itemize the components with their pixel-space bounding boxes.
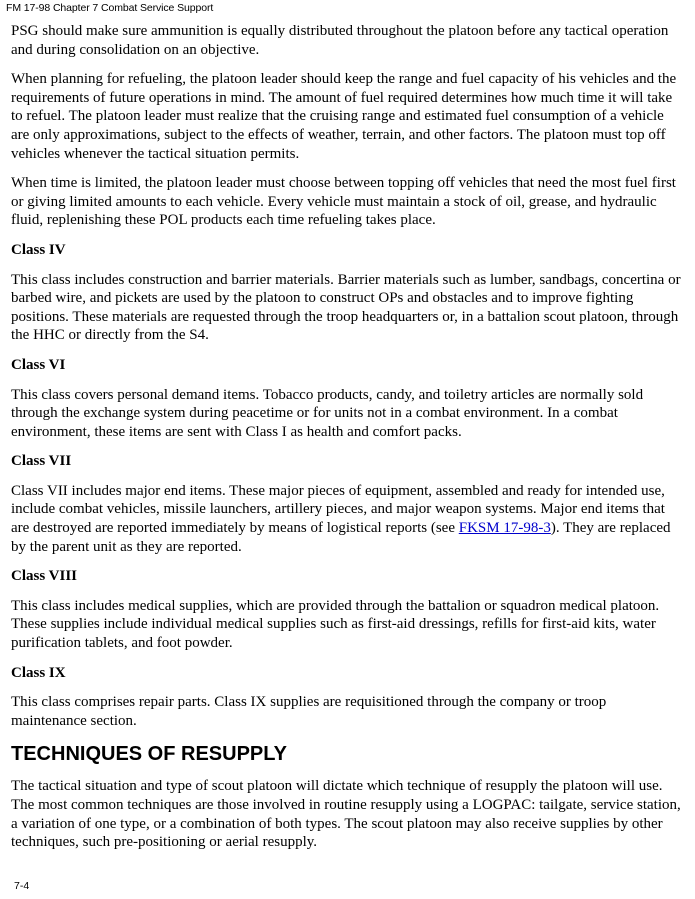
paragraph-ammunition: PSG should make sure ammunition is equally distributed throughout the platoon before any tactical operation and during consolidation on an objective. [11, 23, 669, 58]
paragraph-class-viii: This class includes medical supplies, which are provided through the battalion or squadron medical platoon. These supplies include individual medical supplies such as first-aid dressings, refills for first-aid kits, water purification tablets, and foot powder. [11, 597, 660, 652]
running-header: FM 17-98 Chapter 7 Combat Service Support [6, 2, 214, 14]
page-number: 7-4 [14, 880, 30, 892]
heading-class-viii: Class VIII [11, 568, 77, 585]
class-vii-text-after-link: ). They are replaced by the parent unit as they are reported. [11, 520, 671, 555]
class-vii-text-before-link: Class VII includes major end items. These major pieces of equipment, assembled and ready for intended use, include combat vehicles, missile launchers, artillery pieces, and major weapon systems. Major end items that are destroyed are reported immediately by means of logistical reports (see [11, 482, 665, 537]
fksm-17-98-3-link[interactable]: FKSM 17-98-3 [458, 520, 551, 537]
heading-class-ix: Class IX [11, 664, 66, 681]
heading-techniques-of-resupply: TECHNIQUES OF RESUPPLY [11, 743, 287, 766]
paragraph-class-vii [11, 482, 683, 556]
paragraph-resupply: The tactical situation and type of scout platoon will dictate which technique of resupply the platoon will use. The most common techniques are those involved in routine resupply using a LOGPAC: tailgate, service station, a variation of one type, or a combination of both types. The scout platoon may also receive supplies by other techniques, such pre-positioning or aerial resupply. [11, 778, 681, 851]
heading-class-iv: Class IV [11, 241, 66, 258]
paragraph-class-vi: This class covers personal demand items. Tobacco products, candy, and toiletry articles are normally sold through the exchange system during peacetime or for units not in a combat environment. In a combat environment, these items are sent with Class I as health and comfort packs. [11, 386, 644, 440]
heading-class-vi: Class VI [11, 356, 66, 373]
document-body [11, 22, 683, 863]
heading-class-vii: Class VII [11, 453, 72, 470]
paragraph-refuel-planning: When planning for refueling, the platoon leader should keep the range and fuel capacity of his vehicles and the requirements of future operations in mind. The amount of fuel required determines how much time it will take to refuel. The platoon leader must realize that the cruising range and estimated fuel consumption of a vehicle are only approximations, subject to the effects of weather, terrain, and other factors. The platoon must top off vehicles whenever the tactical situation permits. [11, 71, 677, 162]
paragraph-class-ix: This class comprises repair parts. Class IX supplies are requisitioned through the company or troop maintenance section. [11, 694, 607, 729]
paragraph-class-iv: This class includes construction and barrier materials. Barrier materials such as lumber, sandbags, concertina or barbed wire, and pickets are used by the platoon to construct OPs and obstacles and to improve fighting positions. These materials are requested through the troop headquarters or, in a battalion scout platoon, through the HHC or directly from the S4. [11, 271, 681, 344]
paragraph-time-limited: When time is limited, the platoon leader must choose between topping off vehicles that need the most fuel first or giving limited amounts to each vehicle. Every vehicle must maintain a stock of oil, grease, and hydraulic fluid, replenishing these POL products each time refueling takes place. [11, 175, 676, 229]
